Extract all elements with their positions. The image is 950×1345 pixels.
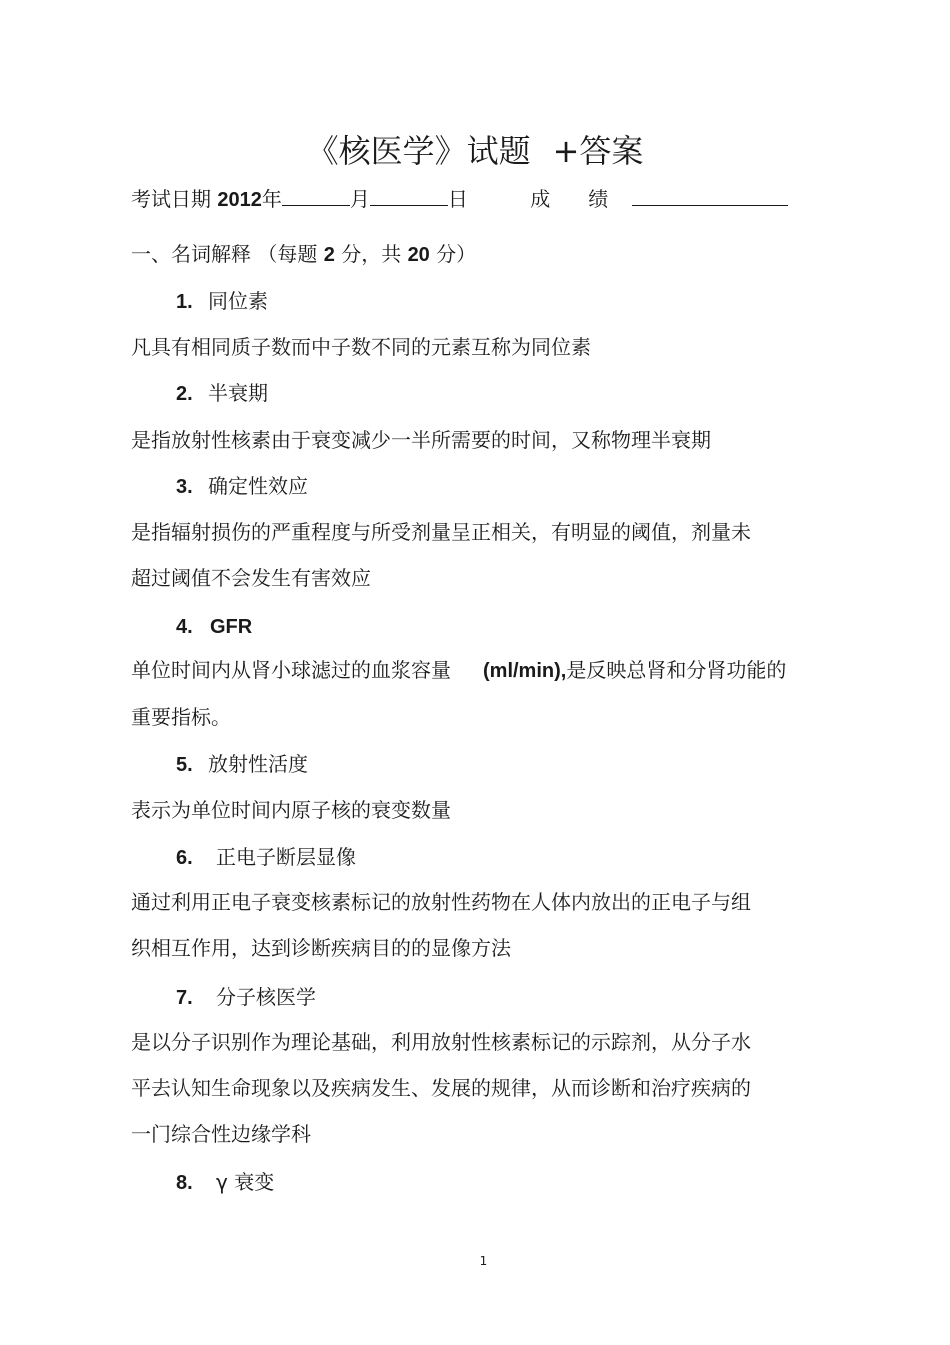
- term-6: [176, 843, 356, 872]
- term-3: [176, 472, 308, 501]
- section-total: 20: [407, 244, 430, 266]
- answer-1: 凡具有相同质子数而中子数不同的元素互称为同位素: [131, 335, 591, 359]
- answer-4-text-a: 单位时间内从肾小球滤过的血浆容量: [131, 658, 451, 682]
- section-title-c: 分）: [436, 242, 477, 266]
- term-2: [176, 379, 268, 408]
- score-blank: [632, 185, 788, 206]
- answer-6-line-1: 通过利用正电子衰变核素标记的放射性药物在人体内放出的正电子与组: [131, 890, 751, 914]
- title-suffix: +答案: [552, 132, 644, 170]
- answer-4-line-1: [131, 656, 786, 685]
- page-title: [0, 131, 950, 171]
- term-name: 确定性效应: [208, 474, 308, 498]
- answer-2: 是指放射性核素由于衰变减少一半所需要的时间，又称物理半衰期: [131, 428, 711, 452]
- answer-7-line-3: 一门综合性边缘学科: [131, 1122, 311, 1146]
- term-4: [176, 612, 252, 641]
- term-8: [176, 1168, 274, 1197]
- page-number: 1: [479, 1254, 488, 1268]
- term-7: [176, 983, 316, 1012]
- term-number: 7.: [176, 987, 193, 1009]
- answer-7-line-2: 平去认知生命现象以及疾病发生、发展的规律，从而诊断和治疗疾病的: [131, 1076, 751, 1100]
- day-blank: [370, 185, 448, 206]
- section-title-b: 分，共: [341, 242, 402, 266]
- section-heading: [131, 240, 476, 269]
- term-number: 3.: [176, 476, 193, 498]
- answer-3-line-2: 超过阈值不会发生有害效应: [131, 566, 371, 590]
- term-number: 1.: [176, 291, 193, 313]
- answer-4-unit: (ml/min),: [483, 660, 567, 682]
- section-points: 2: [323, 244, 335, 266]
- answer-7-line-1: 是以分子识别作为理论基础，利用放射性核素标记的示踪剂，从分子水: [131, 1030, 751, 1054]
- term-name: γ 衰变: [216, 1170, 275, 1194]
- month-char: 月: [349, 187, 370, 211]
- term-name: 放射性活度: [208, 752, 308, 776]
- term-name: 正电子断层显像: [216, 845, 356, 869]
- section-title-a: 一、名词解释 （每题: [131, 242, 318, 266]
- day-char: 日: [447, 187, 468, 211]
- term-number: 5.: [176, 754, 193, 776]
- exam-year: 2012: [217, 189, 262, 211]
- term-name: 半衰期: [208, 381, 268, 405]
- term-1: [176, 287, 268, 316]
- answer-4-line-2: 重要指标。: [131, 705, 231, 729]
- exam-info-line: [131, 185, 788, 214]
- score-label-1: 成: [530, 187, 551, 211]
- answer-5: 表示为单位时间内原子核的衰变数量: [131, 798, 451, 822]
- exam-date-label: 考试日期: [131, 187, 211, 211]
- term-number: 8.: [176, 1172, 193, 1194]
- score-label-2: 绩: [588, 187, 609, 211]
- month-blank: [282, 185, 350, 206]
- term-number: 4.: [176, 616, 193, 638]
- answer-4-text-c: 是反映总肾和分肾功能的: [566, 658, 787, 682]
- year-char: 年: [261, 187, 282, 211]
- term-name: 同位素: [208, 289, 268, 313]
- answer-6-line-2: 织相互作用，达到诊断疾病目的的显像方法: [131, 936, 511, 960]
- term-5: [176, 750, 308, 779]
- term-number: 6.: [176, 847, 193, 869]
- term-name: GFR: [210, 616, 253, 638]
- answer-3-line-1: 是指辐射损伤的严重程度与所受剂量呈正相关，有明显的阈值，剂量未: [131, 520, 751, 544]
- title-main: 《核医学》试题: [306, 132, 531, 170]
- term-name: 分子核医学: [216, 985, 316, 1009]
- term-number: 2.: [176, 383, 193, 405]
